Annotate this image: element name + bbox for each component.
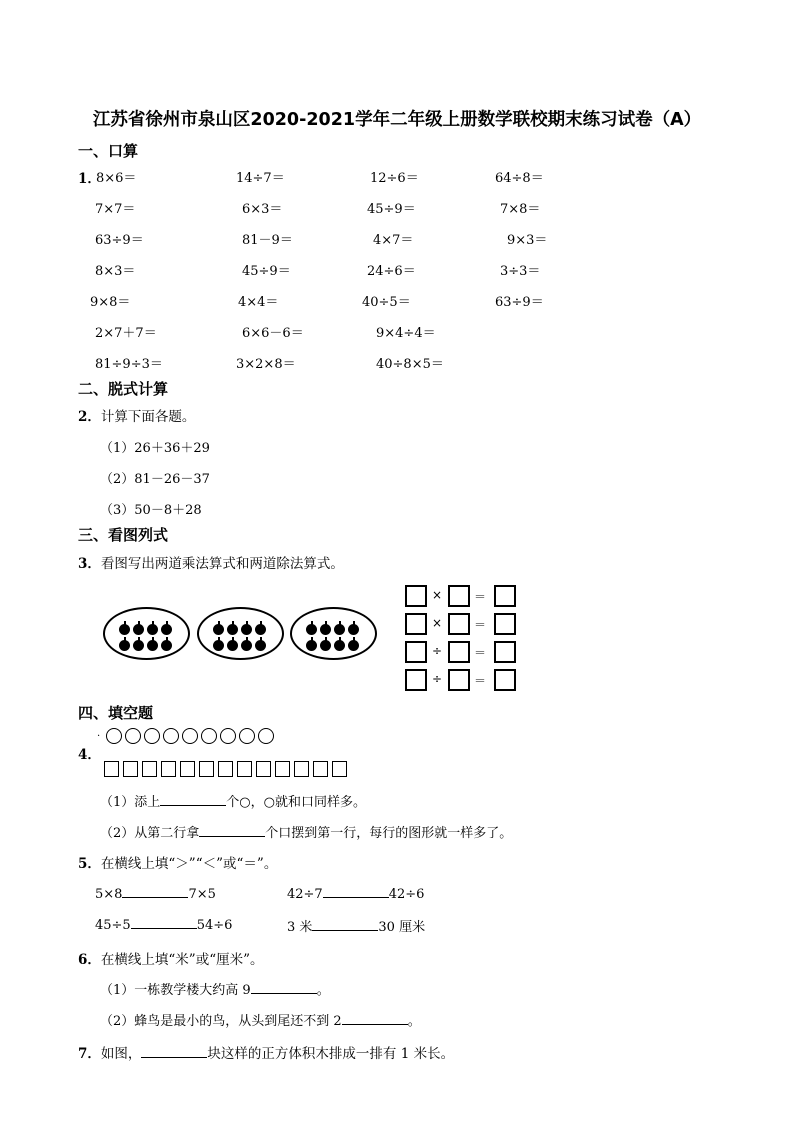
q4-sub1-b: 个○，○就和口同样多。: [226, 795, 366, 810]
circle-shape: [106, 728, 122, 744]
square-shape: [294, 761, 309, 777]
q1-item: 3÷3＝: [500, 264, 541, 279]
fruit-stem: [246, 637, 248, 641]
q3-number: 3．: [78, 556, 101, 572]
q1-item: 12÷6＝: [370, 171, 419, 186]
fruit-icon: [306, 624, 317, 635]
fruit-stem: [353, 637, 355, 641]
q7-text-a: 如图，: [100, 1046, 142, 1062]
fruit-icon: [306, 640, 317, 651]
fruit-icon: [348, 640, 359, 651]
answer-blank[interactable]: [131, 916, 197, 929]
q1-item: 8×3＝: [95, 264, 136, 279]
q1-item: 81÷9÷3＝: [95, 357, 163, 372]
answer-box[interactable]: [405, 613, 427, 635]
q4-sub1: [100, 791, 366, 810]
answer-blank[interactable]: [160, 793, 226, 806]
q6-sub1-a: （1）一栋教学楼大约高 9: [100, 983, 251, 998]
q1-item: 9×8＝: [90, 295, 131, 310]
q5-text: 在横线上填“＞”“＜”或“＝”。: [100, 856, 278, 872]
q6-text: 在横线上填“米”或“厘米”。: [100, 952, 264, 968]
answer-box[interactable]: [448, 641, 470, 663]
answer-box[interactable]: [405, 669, 427, 691]
square-shape: [142, 761, 157, 777]
fruit-icon: [255, 624, 266, 635]
operator-symbol: ×: [432, 588, 443, 602]
q1-item: 6×6－6＝: [242, 326, 304, 341]
fruit-stem: [138, 637, 140, 641]
q1-item: 6×3＝: [242, 202, 283, 217]
q2-text: 计算下面各题。: [100, 409, 196, 425]
answer-blank[interactable]: [312, 918, 378, 931]
answer-box[interactable]: [494, 641, 516, 663]
fruit-stem: [246, 621, 248, 625]
square-shape: [332, 761, 347, 777]
q1-item: 63÷9＝: [495, 295, 544, 310]
answer-box[interactable]: [405, 585, 427, 607]
q6-number: 6．: [78, 952, 101, 968]
circle-shape: [182, 728, 198, 744]
fruit-icon: [161, 624, 172, 635]
q5-left: 42÷7: [287, 887, 323, 902]
fruit-stem: [339, 621, 341, 625]
q7-number: 7．: [78, 1046, 101, 1062]
answer-box[interactable]: [448, 669, 470, 691]
q1-item: 8×6＝: [96, 171, 137, 186]
fruit-stem: [152, 621, 154, 625]
q1-item: 45÷9＝: [242, 264, 291, 279]
q1-item: 9×4÷4＝: [376, 326, 436, 341]
q4-sub2-a: （2）从第二行拿: [100, 826, 200, 841]
q5-left: 5×8: [95, 887, 123, 902]
q1-item: 24÷6＝: [367, 264, 416, 279]
fruit-icon: [241, 640, 252, 651]
fruit-plate: [197, 607, 284, 660]
q5-right: 7×5: [188, 887, 216, 902]
circle-shape: [239, 728, 255, 744]
q2-item-3: （3）50－8＋28: [100, 503, 202, 518]
q5-right: 54÷6: [196, 918, 233, 933]
q4-sub2-b: 个口摆到第一行，每行的图形就一样多了。: [265, 826, 513, 841]
square-shape: [161, 761, 176, 777]
answer-blank[interactable]: [323, 885, 389, 898]
q6-sub1-b: 。: [316, 983, 330, 998]
fruit-icon: [133, 640, 144, 651]
q4-dot: .: [97, 728, 101, 739]
circle-shape: [258, 728, 274, 744]
square-shape: [275, 761, 290, 777]
fruit-icon: [227, 624, 238, 635]
fruit-plate: [103, 607, 190, 660]
fruit-stem: [311, 637, 313, 641]
q4-number: 4．: [78, 747, 101, 763]
q5-right: 30 厘米: [378, 920, 426, 935]
q1-item: 2×7＋7＝: [95, 326, 157, 341]
fruit-icon: [320, 640, 331, 651]
answer-blank[interactable]: [122, 885, 188, 898]
circle-shape: [125, 728, 141, 744]
equals-symbol: ＝: [474, 590, 487, 604]
q3-line: [78, 552, 344, 572]
fruit-icon: [147, 640, 158, 651]
operator-symbol: ÷: [432, 672, 443, 686]
q1-number: 1．: [78, 171, 101, 187]
section-heading-3: 三、看图列式: [78, 526, 169, 544]
q7-line: [78, 1042, 454, 1062]
fruit-stem: [325, 637, 327, 641]
fruit-stem: [232, 621, 234, 625]
q5-line: [78, 852, 277, 872]
q6-sub2-b: 。: [407, 1014, 421, 1029]
fruit-stem: [339, 637, 341, 641]
q1-item: 9×3＝: [507, 233, 548, 248]
fruit-stem: [232, 637, 234, 641]
q5-item-2: [287, 885, 424, 902]
equals-symbol: ＝: [474, 674, 487, 688]
q1-item: 14÷7＝: [236, 171, 285, 186]
q5-item-1: [95, 885, 216, 902]
fruit-icon: [213, 640, 224, 651]
fruit-icon: [161, 640, 172, 651]
answer-box[interactable]: [448, 585, 470, 607]
fruit-stem: [325, 621, 327, 625]
fruit-stem: [124, 621, 126, 625]
q6-sub2-a: （2）蜂鸟是最小的鸟，从头到尾还不到 2: [100, 1014, 342, 1029]
answer-box[interactable]: [448, 613, 470, 635]
fruit-stem: [260, 637, 262, 641]
circle-shape: [201, 728, 217, 744]
fruit-icon: [320, 624, 331, 635]
q2-line: [78, 405, 195, 425]
fruit-icon: [334, 640, 345, 651]
q1-item: 4×7＝: [373, 233, 414, 248]
square-shape: [123, 761, 138, 777]
fruit-icon: [147, 624, 158, 635]
fruit-stem: [166, 637, 168, 641]
q2-number: 2．: [78, 409, 101, 425]
equals-symbol: ＝: [474, 646, 487, 660]
square-shape: [313, 761, 328, 777]
fruit-stem: [138, 621, 140, 625]
equals-symbol: ＝: [474, 618, 487, 632]
square-shape: [256, 761, 271, 777]
answer-blank[interactable]: [141, 1045, 207, 1058]
fruit-stem: [311, 621, 313, 625]
answer-box[interactable]: [405, 641, 427, 663]
q1-item: 7×8＝: [500, 202, 541, 217]
q5-right: 42÷6: [388, 887, 425, 902]
section-heading-2: 二、脱式计算: [78, 380, 169, 398]
q1-item: 7×7＝: [95, 202, 136, 217]
q3-text: 看图写出两道乘法算式和两道除法算式。: [100, 556, 344, 572]
fruit-stem: [166, 621, 168, 625]
q2-item-2: （2）81－26－37: [100, 472, 210, 487]
q6-line: [78, 948, 264, 968]
page-title: 江苏省徐州市泉山区2020-2021学年二年级上册数学联校期末练习试卷（A）: [92, 110, 702, 130]
q1-item: 63÷9＝: [95, 233, 144, 248]
q1-item: 40÷5＝: [362, 295, 411, 310]
q6-sub1: [100, 979, 330, 998]
fruit-icon: [119, 624, 130, 635]
q5-number: 5．: [78, 856, 101, 872]
q1-item: 4×4＝: [238, 295, 279, 310]
fruit-icon: [255, 640, 266, 651]
circle-shape: [144, 728, 160, 744]
q7-text-b: 块这样的正方体积木排成一排有 1 米长。: [207, 1046, 455, 1062]
fruit-stem: [353, 621, 355, 625]
square-shape: [218, 761, 233, 777]
q1-item: 40÷8×5＝: [376, 357, 444, 372]
circle-shape: [163, 728, 179, 744]
square-shape: [180, 761, 195, 777]
section-heading-1: 一、口算: [78, 142, 139, 160]
answer-blank[interactable]: [251, 981, 317, 994]
fruit-icon: [133, 624, 144, 635]
answer-box[interactable]: [494, 585, 516, 607]
fruit-icon: [334, 624, 345, 635]
q1-item: 81－9＝: [242, 233, 293, 248]
q1-item: 45÷9＝: [367, 202, 416, 217]
q5-left: 45÷5: [95, 918, 131, 933]
q5-item-3: [95, 916, 232, 933]
fruit-icon: [227, 640, 238, 651]
q6-sub2: [100, 1010, 421, 1029]
q4-sub2: [100, 822, 512, 841]
circle-shape: [220, 728, 236, 744]
fruit-stem: [218, 637, 220, 641]
square-shape: [199, 761, 214, 777]
answer-box[interactable]: [494, 669, 516, 691]
fruit-icon: [241, 624, 252, 635]
fruit-stem: [124, 637, 126, 641]
q5-left: 3 米: [287, 920, 313, 935]
q1-item: 3×2×8＝: [236, 357, 296, 372]
q1-item: 64÷8＝: [495, 171, 544, 186]
q4-sub1-a: （1）添上: [100, 795, 161, 810]
fruit-plate: [290, 607, 377, 660]
fruit-stem: [218, 621, 220, 625]
operator-symbol: ÷: [432, 644, 443, 658]
operator-symbol: ×: [432, 616, 443, 630]
section-heading-4: 四、填空题: [78, 704, 154, 722]
square-shape: [237, 761, 252, 777]
answer-box[interactable]: [494, 613, 516, 635]
fruit-icon: [213, 624, 224, 635]
fruit-icon: [119, 640, 130, 651]
fruit-stem: [260, 621, 262, 625]
fruit-icon: [348, 624, 359, 635]
fruit-stem: [152, 637, 154, 641]
answer-blank[interactable]: [342, 1012, 408, 1025]
square-shape: [104, 761, 119, 777]
q2-item-1: （1）26＋36＋29: [100, 441, 210, 456]
q5-item-4: [287, 916, 425, 935]
answer-blank[interactable]: [199, 824, 265, 837]
